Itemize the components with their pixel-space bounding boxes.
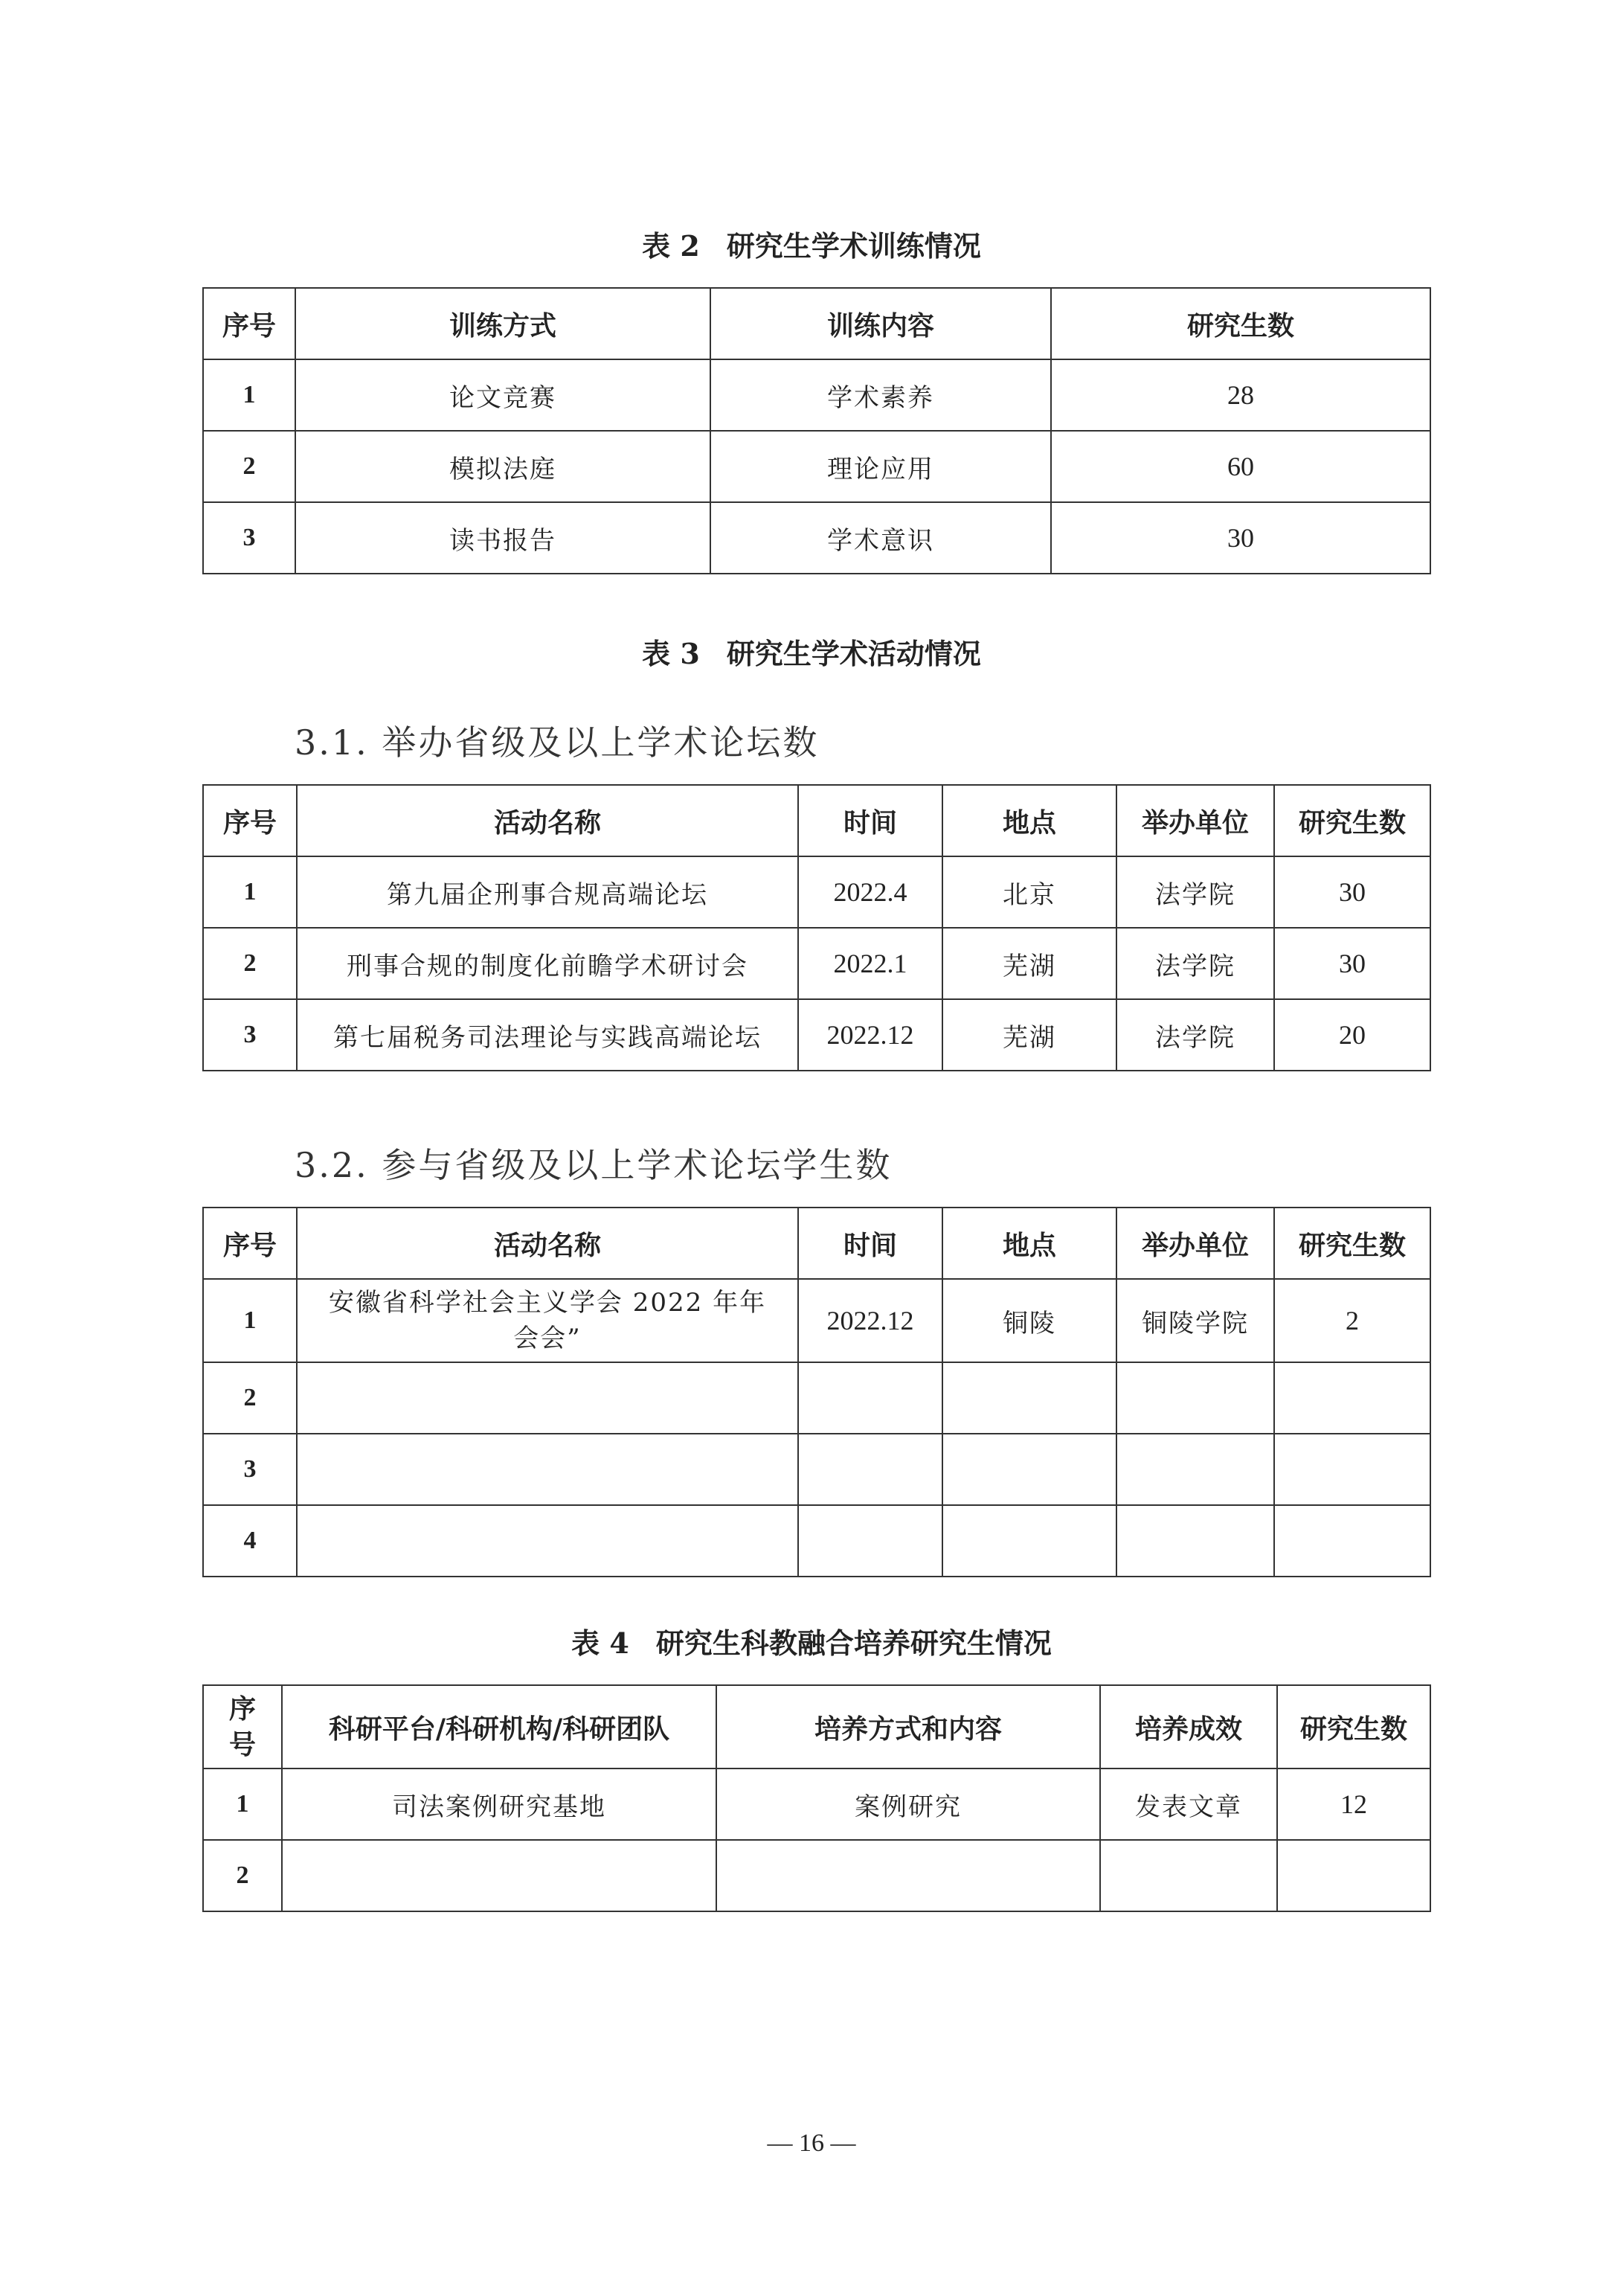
row-index: 1: [203, 1279, 297, 1362]
activity-name: [297, 1362, 798, 1434]
header-cell: 序号: [203, 288, 295, 359]
table-row: [203, 1362, 1430, 1434]
activity-name: 安徽省科学社会主义学会 2022 年年会会”: [297, 1279, 798, 1362]
table-row: [203, 928, 1430, 999]
header-cell: 序号: [203, 1685, 282, 1769]
table-header-row: [203, 288, 1430, 359]
training-mode: 案例研究: [716, 1769, 1100, 1840]
table3-1-hosted-forums: [202, 784, 1431, 1071]
student-count: 30: [1051, 502, 1430, 574]
student-count: 2: [1274, 1279, 1430, 1362]
training-method: 读书报告: [295, 502, 710, 574]
table-row: [203, 856, 1430, 928]
header-cell: 研究生数: [1277, 1685, 1430, 1769]
table2-caption: [0, 223, 1623, 264]
header-cell: 时间: [798, 785, 942, 856]
header-cell: 培养方式和内容: [716, 1685, 1100, 1769]
section-3-1-heading: 3.1. 举办省级及以上学术论坛数: [295, 722, 820, 763]
page-number: — 16 —: [767, 2129, 856, 2157]
table2-caption-title: 研究生学术训练情况: [726, 229, 981, 263]
table4-caption: [0, 1620, 1623, 1661]
table4-caption-title: 研究生科教融合培养研究生情况: [655, 1626, 1052, 1660]
header-cell: 举办单位: [1116, 785, 1274, 856]
activity-location: [942, 1362, 1116, 1434]
student-count: [1274, 1505, 1430, 1577]
row-index: 2: [203, 1840, 282, 1911]
host-unit: 法学院: [1116, 999, 1274, 1071]
activity-name: 第七届税务司法理论与实践高端论坛: [297, 999, 798, 1071]
activity-name: [297, 1434, 798, 1505]
header-cell: 地点: [942, 1208, 1116, 1279]
host-unit: 法学院: [1116, 928, 1274, 999]
activity-location: 北京: [942, 856, 1116, 928]
activity-time: [798, 1362, 942, 1434]
table-header-row: [203, 785, 1430, 856]
row-index: 3: [203, 999, 297, 1071]
table-header-row: [203, 1685, 1430, 1769]
row-index: 1: [203, 359, 295, 431]
training-method: 论文竞赛: [295, 359, 710, 431]
table-row: [203, 502, 1430, 574]
host-unit: [1116, 1434, 1274, 1505]
header-cell: 地点: [942, 785, 1116, 856]
student-count: [1274, 1362, 1430, 1434]
activity-location: 铜陵: [942, 1279, 1116, 1362]
table3-caption: [0, 631, 1623, 672]
header-cell: 培养成效: [1100, 1685, 1277, 1769]
header-cell: 序号: [203, 1208, 297, 1279]
header-cell: 时间: [798, 1208, 942, 1279]
row-index: 2: [203, 928, 297, 999]
table-row: [203, 1840, 1430, 1911]
host-unit: 法学院: [1116, 856, 1274, 928]
student-count: 12: [1277, 1769, 1430, 1840]
table2-training: [202, 287, 1431, 574]
table-row: [203, 1505, 1430, 1577]
table-row: [203, 1279, 1430, 1362]
training-content: 学术素养: [710, 359, 1051, 431]
table2-caption-number: 表 2: [642, 229, 700, 263]
table-row: [203, 359, 1430, 431]
research-platform: [282, 1840, 716, 1911]
table-row: [203, 1434, 1430, 1505]
section-3-2-heading: 3.2. 参与省级及以上学术论坛学生数: [295, 1145, 893, 1185]
table-row: [203, 1769, 1430, 1840]
training-outcome: [1100, 1840, 1277, 1911]
activity-time: 2022.12: [798, 999, 942, 1071]
training-outcome: 发表文章: [1100, 1769, 1277, 1840]
table-row: [203, 999, 1430, 1071]
row-index: 1: [203, 856, 297, 928]
row-index: 4: [203, 1505, 297, 1577]
student-count: 30: [1274, 856, 1430, 928]
activity-location: [942, 1505, 1116, 1577]
row-index: 2: [203, 1362, 297, 1434]
table4-research-integration: [202, 1684, 1431, 1912]
training-content: 理论应用: [710, 431, 1051, 502]
student-count: 20: [1274, 999, 1430, 1071]
student-count: 60: [1051, 431, 1430, 502]
training-method: 模拟法庭: [295, 431, 710, 502]
training-content: 学术意识: [710, 502, 1051, 574]
activity-location: [942, 1434, 1116, 1505]
table4-caption-number: 表 4: [571, 1626, 629, 1660]
row-index: 1: [203, 1769, 282, 1840]
activity-time: 2022.1: [798, 928, 942, 999]
student-count: 28: [1051, 359, 1430, 431]
table-row: [203, 431, 1430, 502]
student-count: 30: [1274, 928, 1430, 999]
header-cell: 研究生数: [1051, 288, 1430, 359]
student-count: [1274, 1434, 1430, 1505]
header-cell: 训练内容: [710, 288, 1051, 359]
research-platform: 司法案例研究基地: [282, 1769, 716, 1840]
activity-time: 2022.12: [798, 1279, 942, 1362]
table3-caption-number: 表 3: [642, 637, 700, 670]
header-cell: 研究生数: [1274, 1208, 1430, 1279]
header-cell: 科研平台/科研机构/科研团队: [282, 1685, 716, 1769]
activity-name: [297, 1505, 798, 1577]
row-index: 2: [203, 431, 295, 502]
host-unit: [1116, 1362, 1274, 1434]
header-cell: 举办单位: [1116, 1208, 1274, 1279]
row-index: 3: [203, 1434, 297, 1505]
host-unit: [1116, 1505, 1274, 1577]
header-cell: 研究生数: [1274, 785, 1430, 856]
header-cell: 活动名称: [297, 785, 798, 856]
student-count: [1277, 1840, 1430, 1911]
header-cell: 序号: [203, 785, 297, 856]
activity-name: 第九届企刑事合规高端论坛: [297, 856, 798, 928]
activity-time: [798, 1505, 942, 1577]
header-cell: 训练方式: [295, 288, 710, 359]
table3-2-attended-forums: [202, 1207, 1431, 1577]
host-unit: 铜陵学院: [1116, 1279, 1274, 1362]
activity-name: 刑事合规的制度化前瞻学术研讨会: [297, 928, 798, 999]
activity-location: 芜湖: [942, 928, 1116, 999]
training-mode: [716, 1840, 1100, 1911]
activity-time: 2022.4: [798, 856, 942, 928]
activity-location: 芜湖: [942, 999, 1116, 1071]
activity-time: [798, 1434, 942, 1505]
table-header-row: [203, 1208, 1430, 1279]
header-cell: 活动名称: [297, 1208, 798, 1279]
table3-caption-title: 研究生学术活动情况: [726, 637, 981, 670]
row-index: 3: [203, 502, 295, 574]
